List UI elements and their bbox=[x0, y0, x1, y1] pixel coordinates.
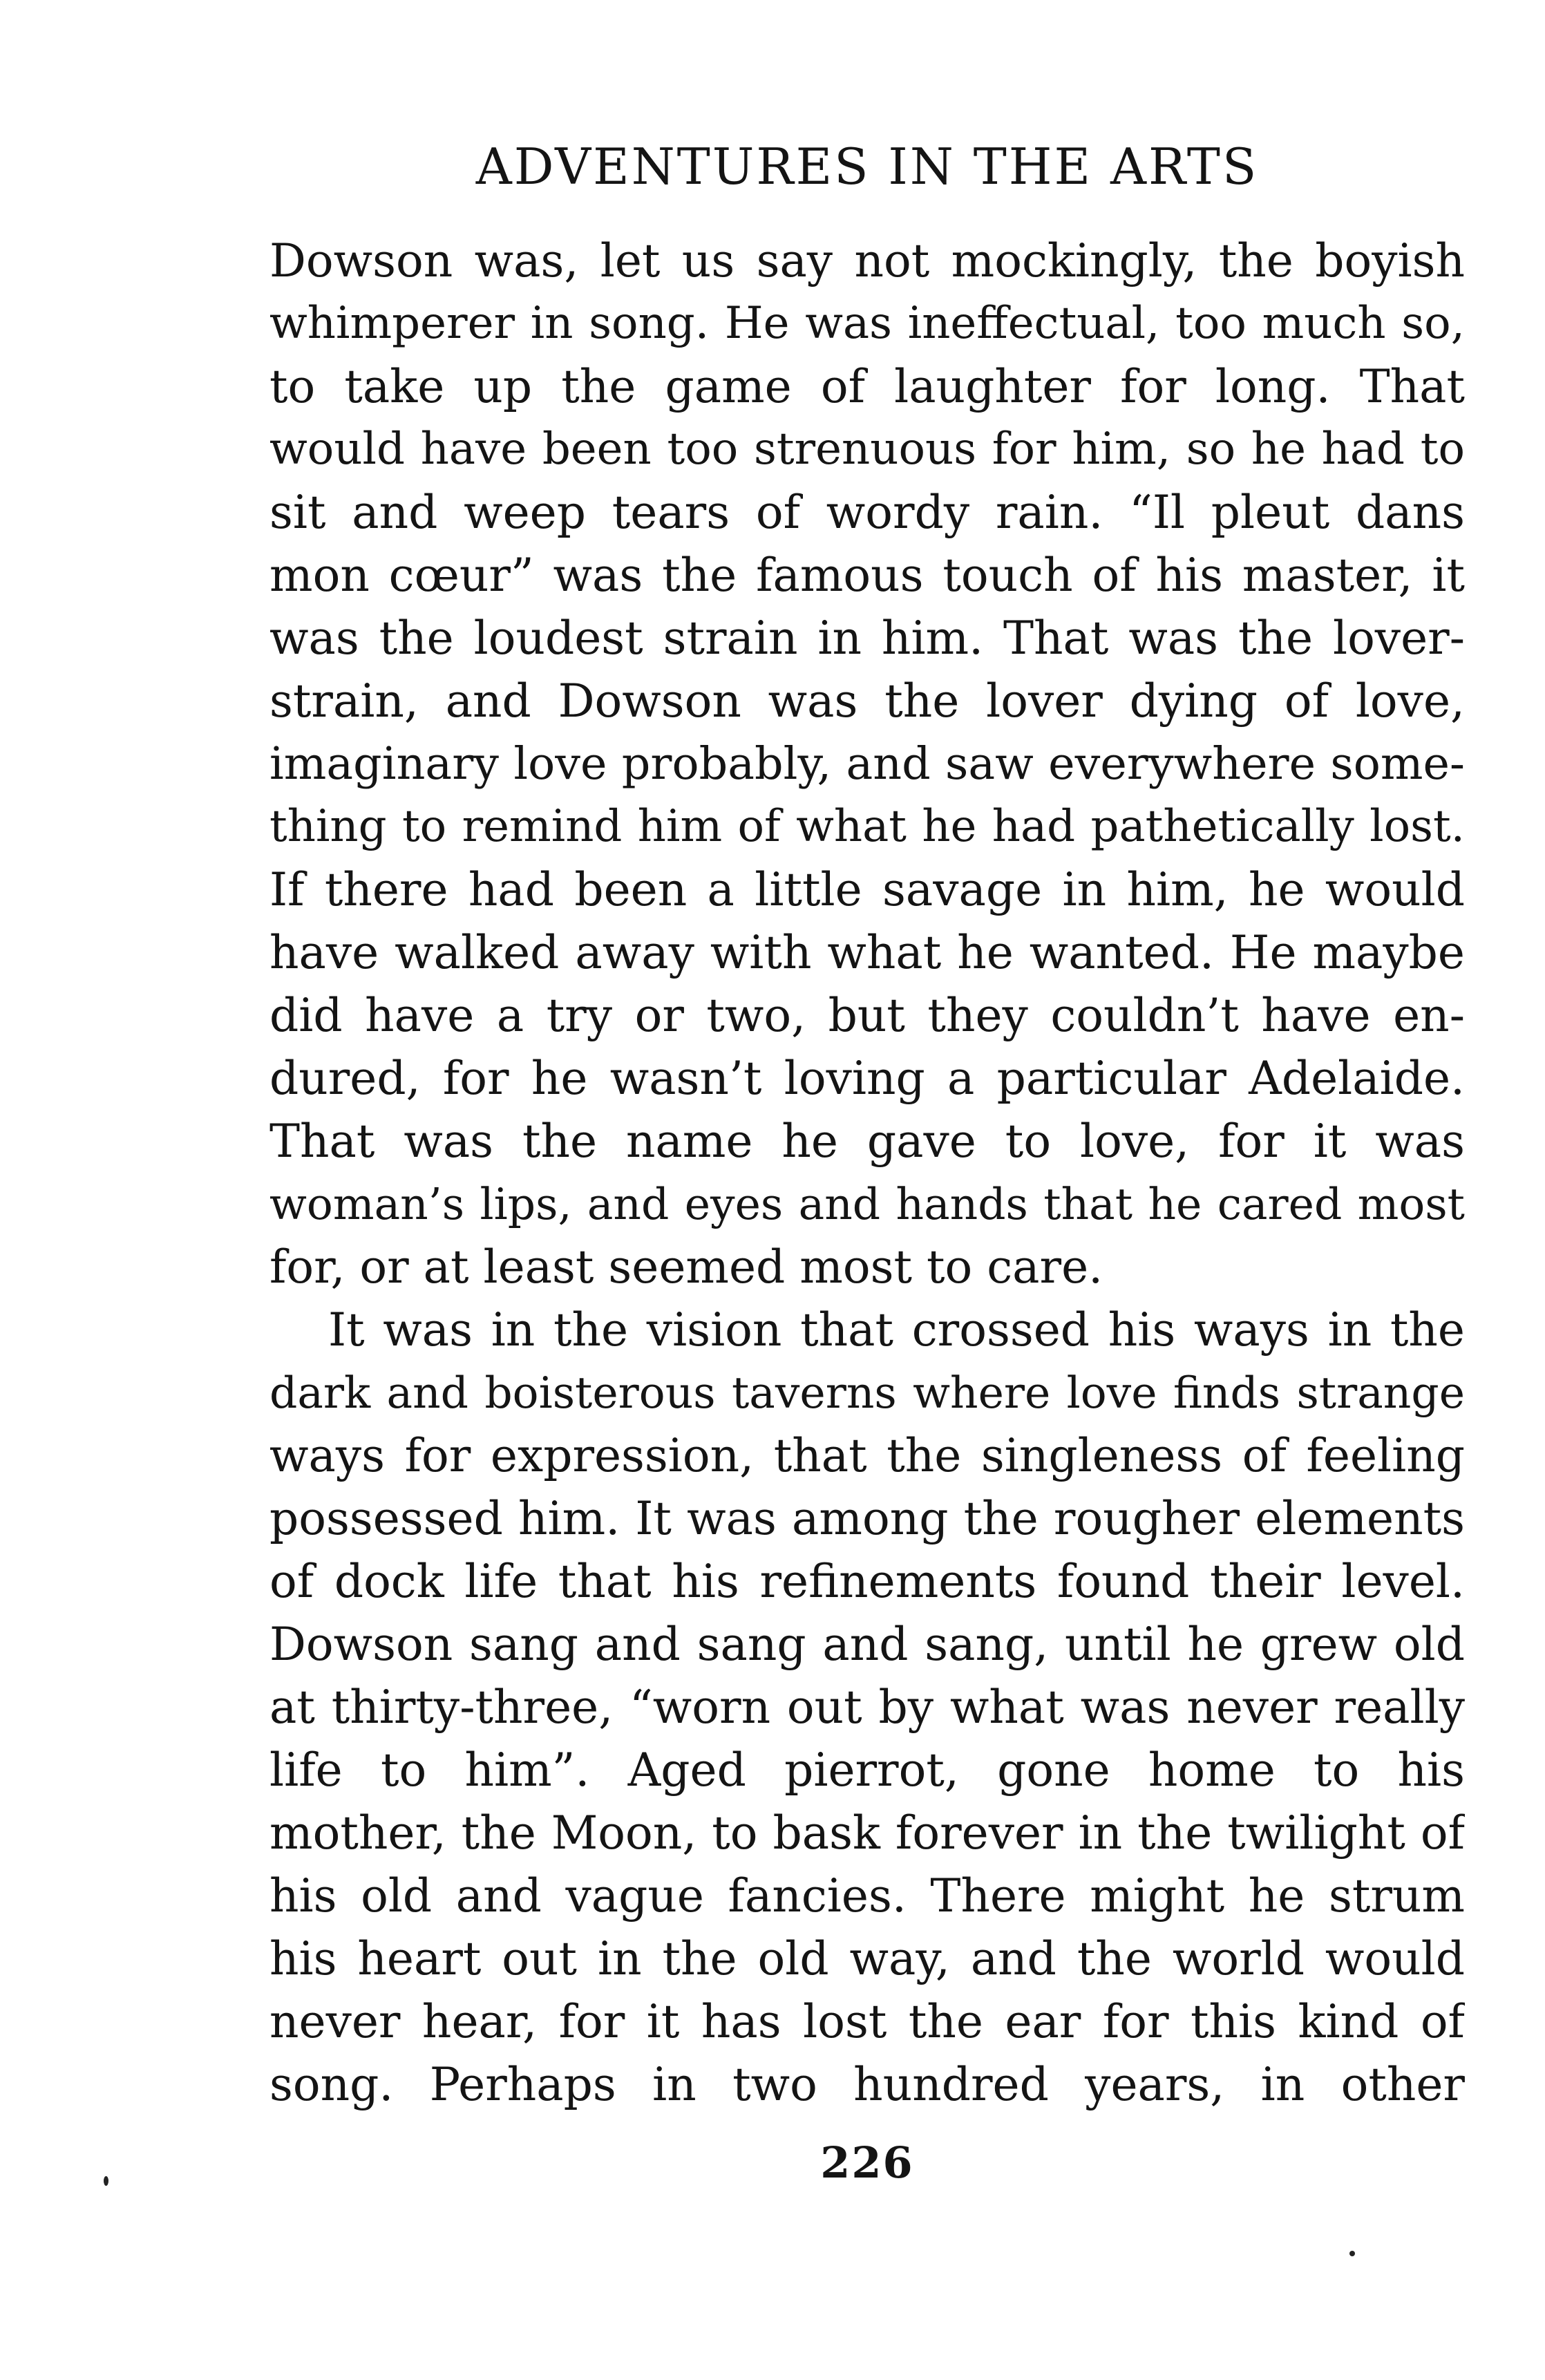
text-line-paragraph-start: It was in the vision that crossed his ways in the bbox=[328, 1303, 1465, 1357]
text-line: If there had been a little savage in him, he would bbox=[269, 863, 1465, 916]
text-line: life to him”. Aged pierrot, gone home to his bbox=[269, 1744, 1465, 1797]
text-line: never hear, for it has lost the ear for this kind of bbox=[269, 1995, 1465, 2048]
text-line: mother, the Moon, to bask forever in the twilight of bbox=[269, 1806, 1465, 1860]
text-line: Dowson sang and sang and sang, until he grew old bbox=[269, 1618, 1465, 1671]
text-line: woman’s lips, and eyes and hands that he cared most bbox=[269, 1179, 1465, 1229]
text-line: did have a try or two, but they couldn’t have en- bbox=[269, 989, 1465, 1042]
text-line: would have been too strenuous for him, so he had to bbox=[269, 424, 1465, 475]
text-line: ways for expression, that the singleness of feeling bbox=[269, 1429, 1465, 1482]
text-line: was the loudest strain in him. That was the lover- bbox=[269, 612, 1465, 665]
running-head: ADVENTURES IN THE ARTS bbox=[475, 138, 1259, 196]
body-text bbox=[269, 229, 1465, 2116]
text-line: imaginary love probably, and saw everywhere some- bbox=[269, 738, 1465, 790]
text-line: thing to remind him of what he had pathetically lost. bbox=[269, 801, 1465, 852]
text-line: strain, and Dowson was the lover dying of love, bbox=[269, 674, 1465, 728]
text-line: possessed him. It was among the rougher elements bbox=[269, 1492, 1465, 1545]
text-line: to take up the game of laughter for long. That bbox=[269, 360, 1465, 413]
text-line: dured, for he wasn’t loving a particular Adelaide. bbox=[269, 1052, 1465, 1105]
ink-speck bbox=[104, 2176, 108, 2186]
ink-speck bbox=[1349, 2251, 1355, 2256]
text-line: whimperer in song. He was ineffectual, too much so, bbox=[269, 298, 1465, 349]
text-line: sit and weep tears of wordy rain. “Il pleut dans bbox=[269, 486, 1465, 539]
text-line: at thirty-three, “worn out by what was never really bbox=[269, 1681, 1465, 1734]
text-line: have walked away with what he wanted. He maybe bbox=[269, 926, 1465, 979]
text-line: That was the name he gave to love, for it was bbox=[269, 1115, 1465, 1168]
text-line: dark and boisterous taverns where love finds strange bbox=[269, 1368, 1465, 1418]
text-line: for, or at least seemed most to care. bbox=[269, 1240, 1103, 1294]
page-number: 226 bbox=[820, 2137, 914, 2188]
text-line: of dock life that his refinements found their level. bbox=[269, 1555, 1465, 1608]
text-line: mon cœur” was the famous touch of his master, it bbox=[269, 549, 1465, 602]
text-line: his old and vague fancies. There might he strum bbox=[269, 1869, 1465, 1923]
text-line: song. Perhaps in two hundred years, in other bbox=[269, 2058, 1465, 2111]
text-line: Dowson was, let us say not mockingly, the boyish bbox=[269, 234, 1465, 287]
text-line: his heart out in the old way, and the world would bbox=[269, 1932, 1465, 1985]
